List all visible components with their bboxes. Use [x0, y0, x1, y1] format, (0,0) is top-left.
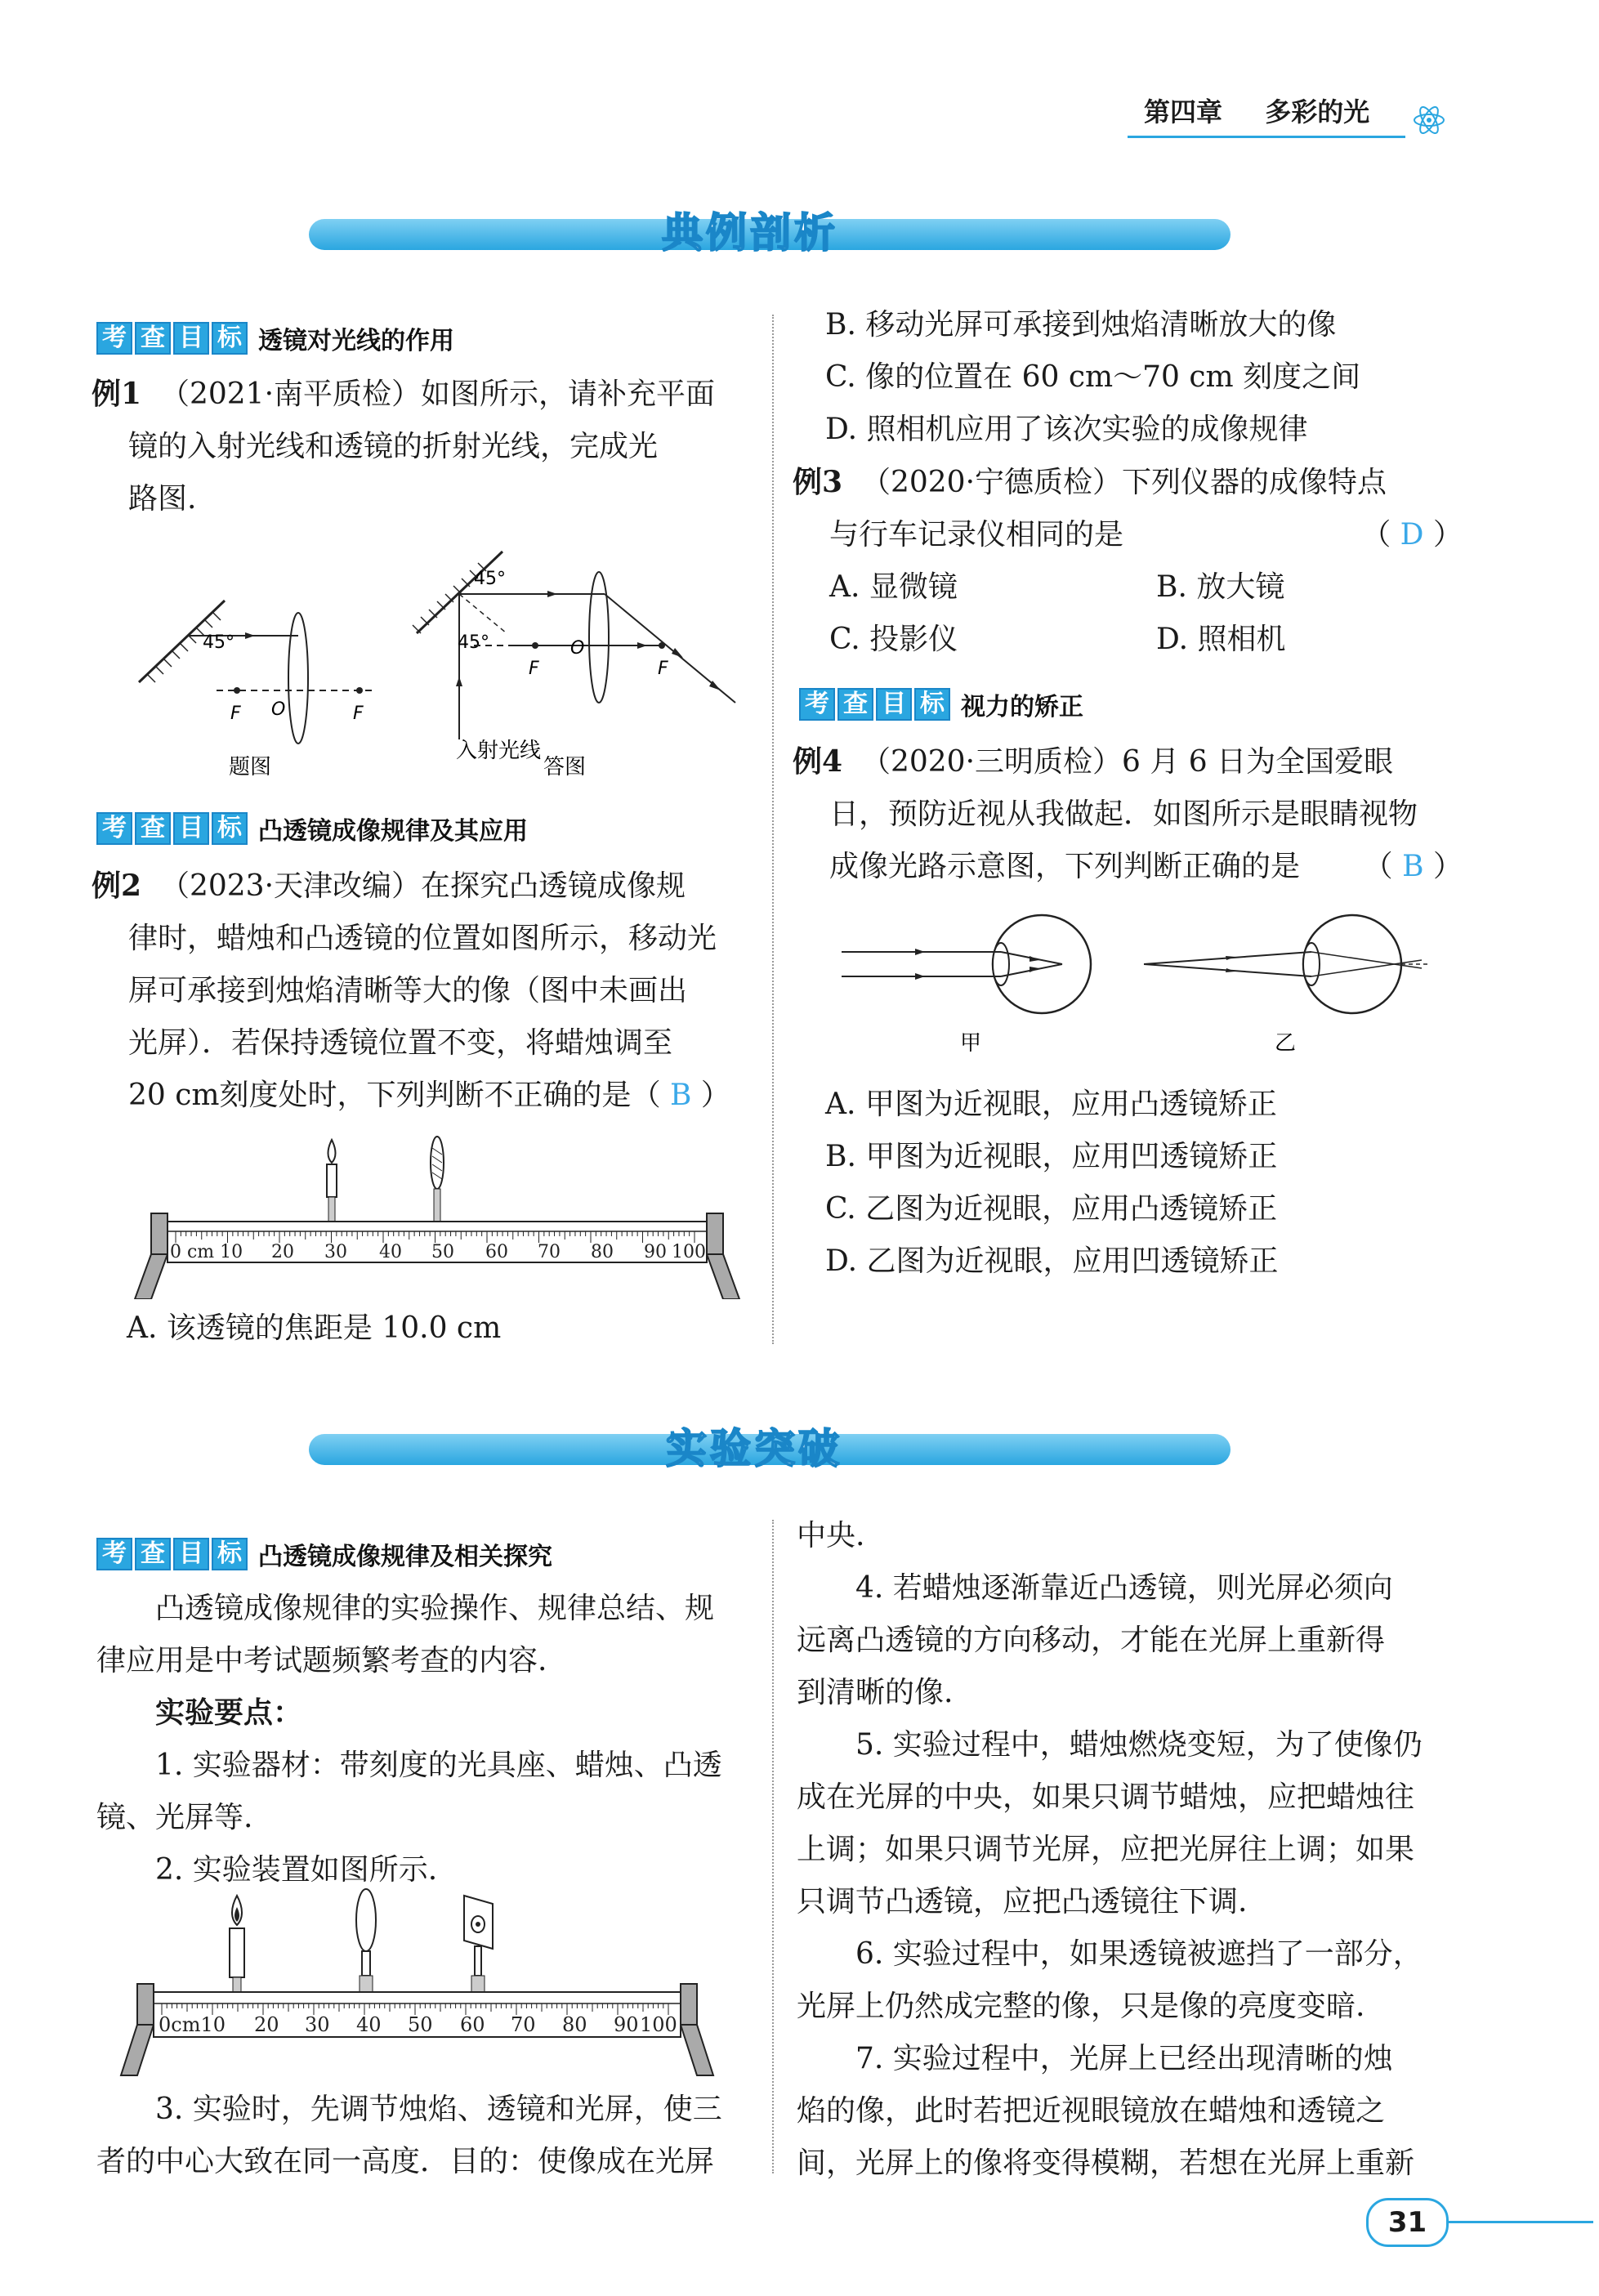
ex2-options-cont [825, 299, 1479, 456]
header-underline [1128, 136, 1405, 138]
svg-text:F: F [230, 704, 241, 724]
eye-caption-jia: 甲 [960, 1031, 982, 1056]
svg-text:F: F [529, 659, 539, 679]
ex4-eye-diagrams [833, 903, 1471, 1066]
svg-text:70: 70 [538, 1242, 561, 1262]
svg-text:50: 50 [408, 2013, 433, 2036]
svg-text:F: F [353, 704, 364, 724]
page-number-badge [1366, 2198, 1449, 2247]
svg-text:45°: 45° [203, 632, 234, 653]
ex3-answer: D [1400, 518, 1424, 552]
chapter-number: 第四章 [1144, 96, 1223, 127]
example-3-label: 例3 [793, 465, 843, 499]
svg-text:100: 100 [640, 2013, 677, 2036]
points-title: 实验要点： [155, 1696, 303, 1730]
svg-text:F: F [658, 659, 668, 679]
ex4-answer: B [1402, 850, 1424, 883]
tag-convex-lens-imaging: 考 查 目 标 凸透镜成像规律及其应用 [96, 811, 528, 843]
examples-banner-title: 典例剖析 [662, 209, 838, 257]
ex2-answer: B [670, 1079, 692, 1112]
atom-icon [1412, 103, 1446, 137]
chapter-title: 多彩的光 [1265, 96, 1370, 127]
example-2-label: 例2 [92, 869, 142, 903]
tag-vision-correction: 考 查 目 标 视力的矫正 [799, 686, 1083, 719]
example-1-label: 例1 [92, 377, 142, 411]
svg-text:O: O [570, 638, 585, 659]
svg-text:50: 50 [431, 1242, 454, 1262]
svg-text:60: 60 [485, 1242, 508, 1262]
svg-text:0 cm 10: 0 cm 10 [170, 1242, 243, 1262]
ex2-optical-bench [123, 1132, 760, 1299]
experiment-point-3: 3. 实验时，先调节烛焰、透镜和光屏，使三 者的中心大致在同一高度．目的：使像成在光屏 [96, 2093, 722, 2178]
ex4-option-c: C. 乙图为近视眼，应用凸透镜矫正 [825, 1192, 1278, 1226]
svg-text:70: 70 [511, 2013, 536, 2036]
svg-text:0cm10: 0cm10 [159, 2013, 226, 2036]
page-number: 31 [1387, 2206, 1427, 2239]
svg-text:20: 20 [254, 2013, 279, 2036]
example-3: 例3 （2020·宁德质检）下列仪器的成像特点 与行车记录仪相同的是 （ D ） A. 显微镜 B. 放大镜 C. 投影仪 D. 照相机 [793, 465, 1463, 656]
experiment-intro: 凸透镜成像规律的实验操作、规律总结、规 律应用是中考试题频繁考查的内容. 实验要点： 1. 实验器材：带刻度的光具座、蜡烛、凸透 镜、光屏等. 2. 实验装置如图所示. [96, 1583, 754, 1896]
ex4-option-b: B. 甲图为近视眼，应用凹透镜矫正 [825, 1140, 1278, 1173]
svg-text:45°: 45° [474, 569, 506, 589]
ex2-option-b: B. 移动光屏可承接到烛焰清晰放大的像 [825, 308, 1337, 342]
chapter-header [1144, 92, 1369, 129]
ex1-diagram [123, 543, 760, 788]
eye-diagram-yi [1144, 915, 1430, 1056]
eye-caption-yi: 乙 [1275, 1031, 1297, 1056]
ex2-option-a: A. 该透镜的焦距是 10.0 cm [127, 1311, 502, 1345]
example-1: 例1 （2021·南平质检）如图所示，请补充平面 镜的入射光线和透镜的折射光线，完成光 路图. [92, 377, 716, 516]
svg-text:90: 90 [644, 1242, 667, 1262]
column-divider-2 [772, 1520, 774, 2173]
experiment-apparatus [105, 1887, 742, 2084]
experiment-banner-title: 实验突破 [666, 1425, 842, 1472]
incident-ray-label: 入射光线 [456, 739, 542, 763]
svg-text:30: 30 [305, 2013, 330, 2036]
ex2-option-c: C. 像的位置在 60 cm～70 cm 刻度之间 [825, 360, 1361, 394]
svg-text:90: 90 [614, 2013, 639, 2036]
svg-text:80: 80 [591, 1242, 614, 1262]
example-2: 例2 （2023·天津改编）在探究凸透镜成像规 律时，蜡烛和凸透镜的位置如图所示，移动光 屏可承接到烛焰清晰等大的像（图中未画出 光屏）．若保持透镜位置不变，将蜡烛调至 20 cm刻度处时，下列判断不正确的是（ B ） [92, 869, 730, 1112]
ex1-question-caption: 题图 [229, 755, 272, 779]
example-4-label: 例4 [793, 744, 843, 779]
experiment-right-column: 中央. 4. 若蜡烛逐渐靠近凸透镜，则光屏必须向 远离凸透镜的方向移动，才能在光屏上重新得 到清晰的像. 5. 实验过程中，蜡烛燃烧变短，为了使像仍 成在光屏的中央，如果只调节蜡烛，应把蜡烛往 上调；如果只调节光屏，应把光屏往上调；如果 只调节凸透镜，应把凸透镜往下调. 6. 实验过程中，如果透镜被遮挡了一部分， 光屏上仍然成完整的像，只是像的亮度变暗. 7. 实验过程中，光屏上已经出现清晰的烛 焰的像，此时若把近视眼镜放在蜡烛和透镜之 间，光屏上的像将变得模糊，若想在光屏上重新 [797, 1519, 1423, 2180]
svg-text:O: O [271, 699, 286, 720]
page-number-line [1446, 2221, 1593, 2223]
ex1-answer-caption: 答图 [543, 755, 587, 779]
column-divider [772, 315, 774, 1344]
tag-lens-effect: 考 查 目 标 透镜对光线的作用 [96, 320, 454, 353]
svg-text:30: 30 [324, 1242, 347, 1262]
example-4: 例4 （2020·三明质检）6 月 6 日为全国爱眼 日，预防近视从我做起．如图所示是眼睛视物 成像光路示意图，下列判断正确的是 （ B ） [793, 744, 1463, 883]
ex4-options [825, 1079, 1479, 1288]
svg-text:100: 100 [672, 1242, 706, 1262]
svg-text:40: 40 [356, 2013, 382, 2036]
tag-convex-lens-exploration: 考 查 目 标 凸透镜成像规律及相关探究 [96, 1536, 552, 1569]
ex4-option-d: D. 乙图为近视眼，应用凹透镜矫正 [825, 1244, 1279, 1278]
svg-text:45°: 45° [458, 632, 489, 653]
svg-text:80: 80 [562, 2013, 587, 2036]
eye-diagram-jia [842, 915, 1091, 1056]
ex4-option-a: A. 甲图为近视眼，应用凸透镜矫正 [825, 1088, 1277, 1121]
svg-text:20: 20 [271, 1242, 294, 1262]
svg-text:40: 40 [379, 1242, 402, 1262]
ex2-option-d: D. 照相机应用了该次实验的成像规律 [825, 413, 1308, 446]
svg-text:60: 60 [460, 2013, 485, 2036]
